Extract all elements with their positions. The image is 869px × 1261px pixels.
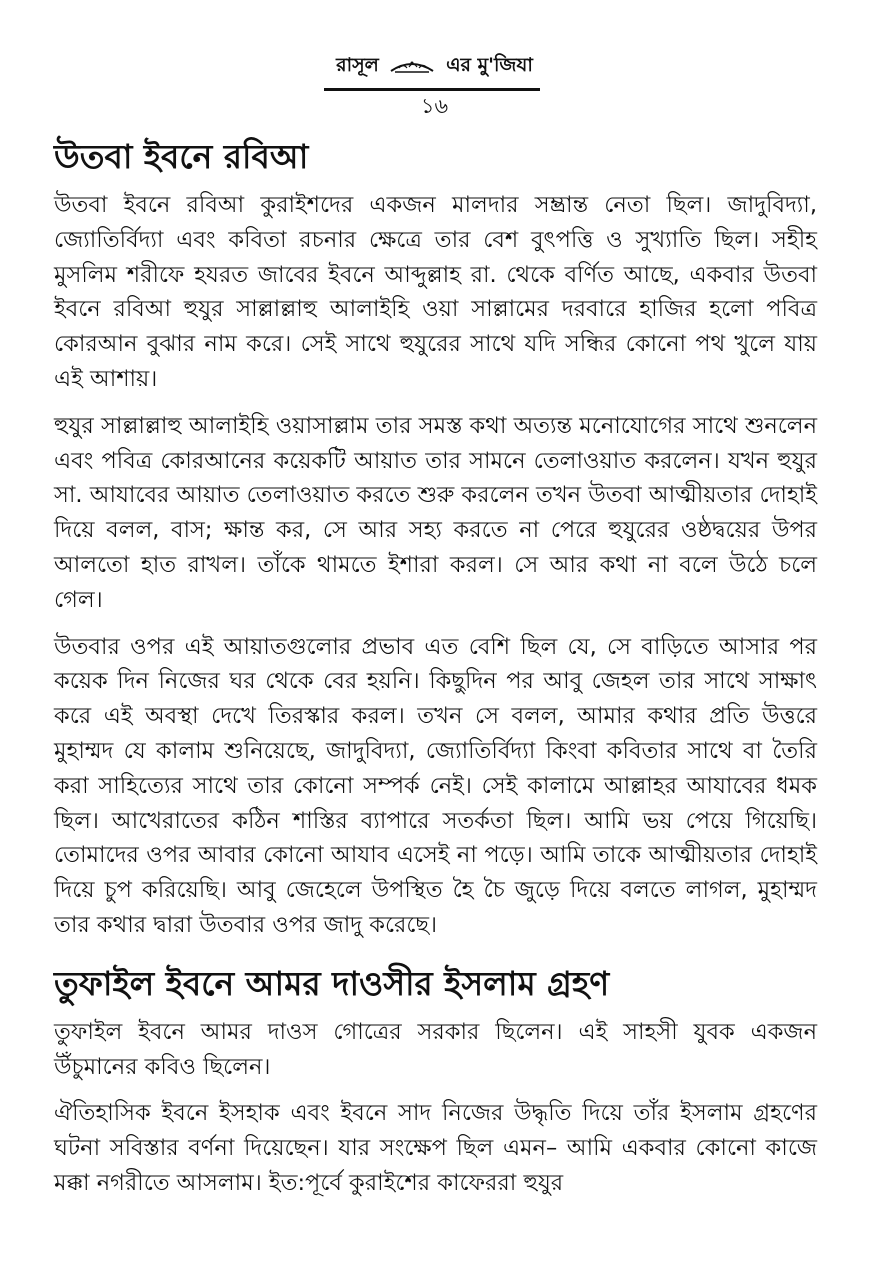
- body-paragraph: উতবা ইবনে রবিআ কুরাইশদের একজন মালদার সম্ভ্রান্ত নেতা ছিল। জাদুবিদ্যা, জ্যোতির্বিদ্যা এবং কবিতা রচনার ক্ষেত্রে তার বেশ বুৎপত্তি ও সুখ্যাতি ছিল। সহীহ মুসলিম শরীফে হযরত জাবের ইবনে আব্দুল্লাহ রা. থেকে বর্ণিত আছে, একবার উতবা ইবনে রবিআ হুযুর সাল্লাল্লাহু আলাইহি ওয়া সাল্লামের দরবারে হাজির হলো পবিত্র কোরআন বুঝার নাম করে। সেই সাথে হুযুরের সাথে যদি সন্ধির কোনো পথ খুলে যায় এই আশায়।: [54, 192, 817, 392]
- body-paragraph: হুযুর সাল্লাল্লাহু আলাইহি ওয়াসাল্লাম তার সমস্ত কথা অত্যন্ত মনোযোগের সাথে শুনলেন এবং পবিত্র কোরআনের কয়েকটি আয়াত তার সামনে তেলাওয়াত করলেন। যখন হুযুর সা. আযাবের আয়াত তেলাওয়াত করতে শুরু করলেন তখন উতবা আত্মীয়তার দোহাই দিয়ে বলল, বাস; ক্ষান্ত কর, সে আর সহ্য করতে না পেরে হুযুরের ওষ্ঠদ্বয়ের উপর আলতো হাত রাখল। তাঁকে থামতে ইশারা করল। সে আর কথা না বলে উঠে চলে গেল।: [54, 412, 817, 613]
- page-body: [54, 132, 817, 1213]
- section-heading: উতবা ইবনে রবিআ: [54, 137, 309, 176]
- body-paragraph: ঐতিহাসিক ইবনে ইসহাক এবং ইবনে সাদ নিজের উদ্ধৃতি দিয়ে তাঁর ইসলাম গ্রহণের ঘটনা সবিস্তার বর্ণনা দিয়েছেন। যার সংক্ষেপ ছিল এমন– আমি একবার কোনো কাজে মক্কা নগরীতে আসলাম। ইত:পূর্বে কুরাইশের কাফেররা হুযুর: [54, 1100, 817, 1196]
- running-title-before: রাসূল: [336, 54, 379, 76]
- header-rule: [324, 88, 540, 91]
- section-heading: তুফাইল ইবনে আমর দাওসীর ইসলাম গ্রহণ: [54, 963, 610, 1003]
- calligraphy-seal-icon: [389, 57, 435, 75]
- body-paragraph: তুফাইল ইবনে আমর দাওস গোত্রের সরকার ছিলেন। এই সাহসী যুবক একজন উঁচুমানের কবিও ছিলেন।: [54, 1018, 817, 1080]
- page-number: ১৬: [420, 94, 449, 118]
- body-paragraph: উতবার ওপর এই আয়াতগুলোর প্রভাব এত বেশি ছিল যে, সে বাড়িতে আসার পর কয়েক দিন নিজের ঘর থেকে বের হয়নি। কিছুদিন পর আবু জেহল তার সাথে সাক্ষাৎ করে এই অবস্থা দেখে তিরস্কার করল। তখন সে বলল, আমার কথার প্রতি উত্তরে মুহাম্মদ যে কালাম শুনিয়েছে, জাদুবিদ্যা, জ্যোতির্বিদ্যা কিংবা কবিতার সাথে বা তৈরি করা সাহিত্যের সাথে তার কোনো সম্পর্ক নেই। সেই কালামে আল্লাহর আযাবের ধমক ছিল। আখেরাতের কঠিন শাস্তির ব্যাপারে সতর্কতা ছিল। আমি ভয় পেয়ে গিয়েছি। তোমাদের ওপর আবার কোনো আযাব এসেই না পড়ে। আমি তাকে আত্মীয়তার দোহাই দিয়ে চুপ করিয়েছি। আবু জেহেলে উপস্থিত হৈ চৈ জুড়ে দিয়ে বলতে লাগল, মুহাম্মদ তার কথার দ্বারা উতবার ওপর জাদু করেছে।: [54, 633, 817, 938]
- running-header: [0, 52, 869, 78]
- running-title-after: এর মু'জিযা: [446, 54, 533, 76]
